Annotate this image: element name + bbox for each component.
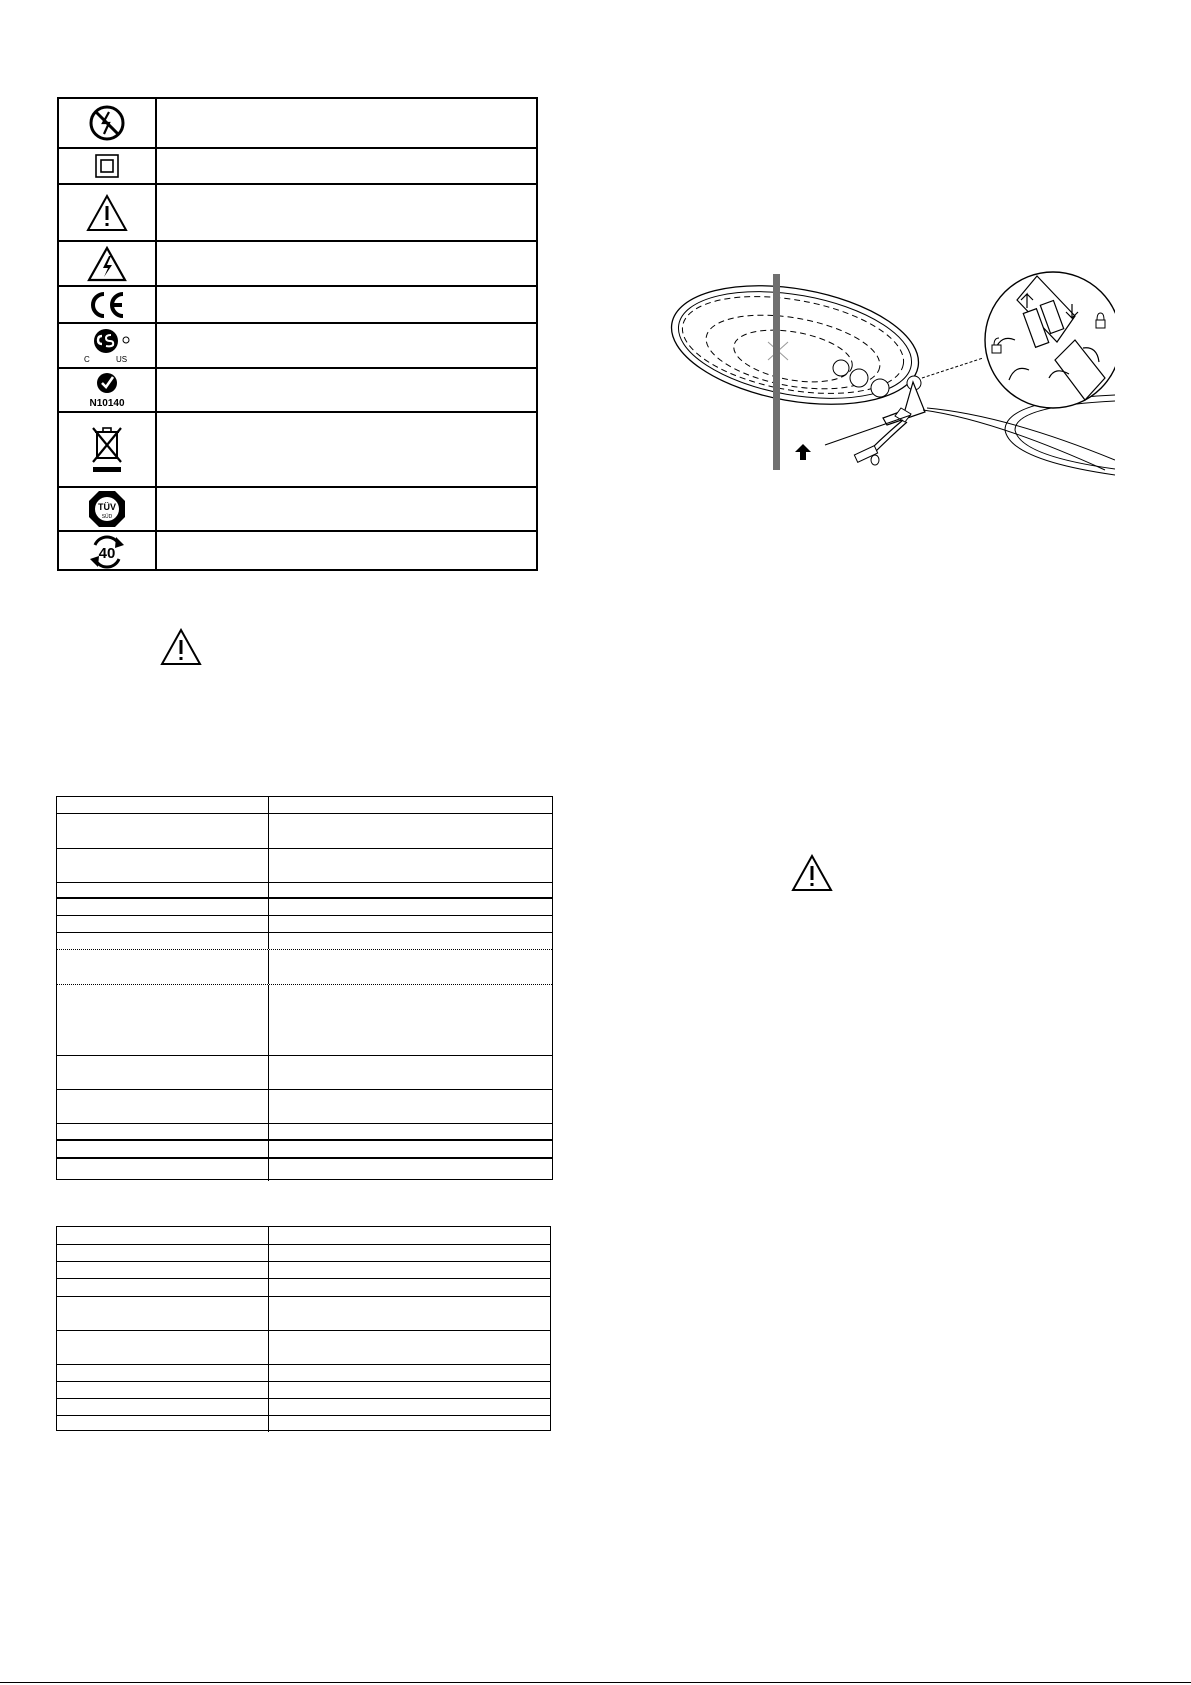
table-row [57, 1297, 550, 1331]
table-row [57, 1331, 550, 1365]
table-row [57, 933, 552, 950]
tuv-sub-label: SÜD [101, 514, 113, 520]
table-row [57, 1056, 552, 1090]
symbol-description [159, 149, 536, 183]
symbol-row [59, 185, 536, 242]
tuv-label: TÜV [98, 502, 116, 512]
warning-triangle-icon [160, 628, 202, 666]
symbol-row [59, 287, 536, 324]
flex-clamp-illustration [665, 270, 1115, 488]
symbol-description [159, 413, 536, 486]
symbol-row [59, 532, 536, 571]
ce-mark-icon [87, 291, 127, 319]
symbol-cell [59, 242, 157, 285]
conductor-bar [773, 274, 780, 470]
epup-years: 40 [98, 544, 116, 562]
symbol-description [159, 287, 536, 322]
symbols-table [57, 97, 538, 571]
table-row [57, 1141, 552, 1159]
table-row [57, 1227, 550, 1245]
page-bottom-rule [0, 1682, 1191, 1683]
c-tick-code: N10140 [89, 398, 125, 409]
symbol-description [159, 532, 536, 571]
table-row [57, 985, 552, 1056]
table-row [57, 916, 552, 933]
environment-use-period-40-icon [86, 535, 128, 569]
symbol-cell [59, 149, 157, 183]
up-arrow-icon [795, 444, 811, 460]
table-row [57, 1124, 552, 1141]
table-row [57, 1382, 550, 1399]
table-row [57, 1365, 550, 1382]
symbol-row [59, 324, 536, 369]
no-charging-icon [87, 103, 127, 143]
csa-certification-icon [78, 327, 136, 365]
warning-triangle-icon [86, 194, 128, 232]
symbol-row [59, 413, 536, 488]
symbol-description [159, 324, 536, 367]
symbol-description [159, 488, 536, 530]
symbol-cell [59, 287, 157, 322]
table-row [57, 1090, 552, 1124]
symbol-cell [59, 369, 157, 411]
csa-c-label: C [84, 354, 90, 364]
class-ii-double-insulation-icon [95, 154, 119, 178]
symbol-cell [59, 488, 157, 530]
spec-table-2 [56, 1226, 551, 1431]
table-row [57, 797, 552, 814]
symbol-row [59, 242, 536, 287]
table-row [57, 1399, 550, 1416]
table-row [57, 1159, 552, 1181]
symbol-cell [59, 324, 157, 367]
table-row [57, 883, 552, 899]
symbol-cell [59, 185, 157, 240]
spec-table-1 [56, 796, 553, 1180]
warning-triangle-icon [791, 854, 833, 892]
csa-us-label: US [116, 354, 128, 364]
table-row [57, 899, 552, 916]
table-row [57, 1245, 550, 1262]
symbol-cell [59, 413, 157, 486]
table-row [57, 1279, 550, 1297]
symbol-row [59, 369, 536, 413]
table-row [57, 950, 552, 985]
symbol-row [59, 99, 536, 149]
table-row [57, 1262, 550, 1279]
symbol-description [159, 369, 536, 411]
tuv-sud-mark-icon [87, 489, 127, 529]
symbol-cell [59, 532, 157, 571]
weee-crossed-bin-icon [90, 425, 124, 475]
table-row [57, 849, 552, 883]
table-row [57, 1416, 550, 1432]
symbol-description [159, 242, 536, 285]
electric-shock-hazard-icon [87, 246, 127, 282]
symbol-description [159, 185, 536, 240]
c-tick-mark-icon [77, 371, 137, 409]
symbol-row [59, 149, 536, 185]
symbol-description [159, 99, 536, 147]
table-row [57, 814, 552, 849]
symbol-cell [59, 99, 157, 147]
symbol-row [59, 488, 536, 532]
